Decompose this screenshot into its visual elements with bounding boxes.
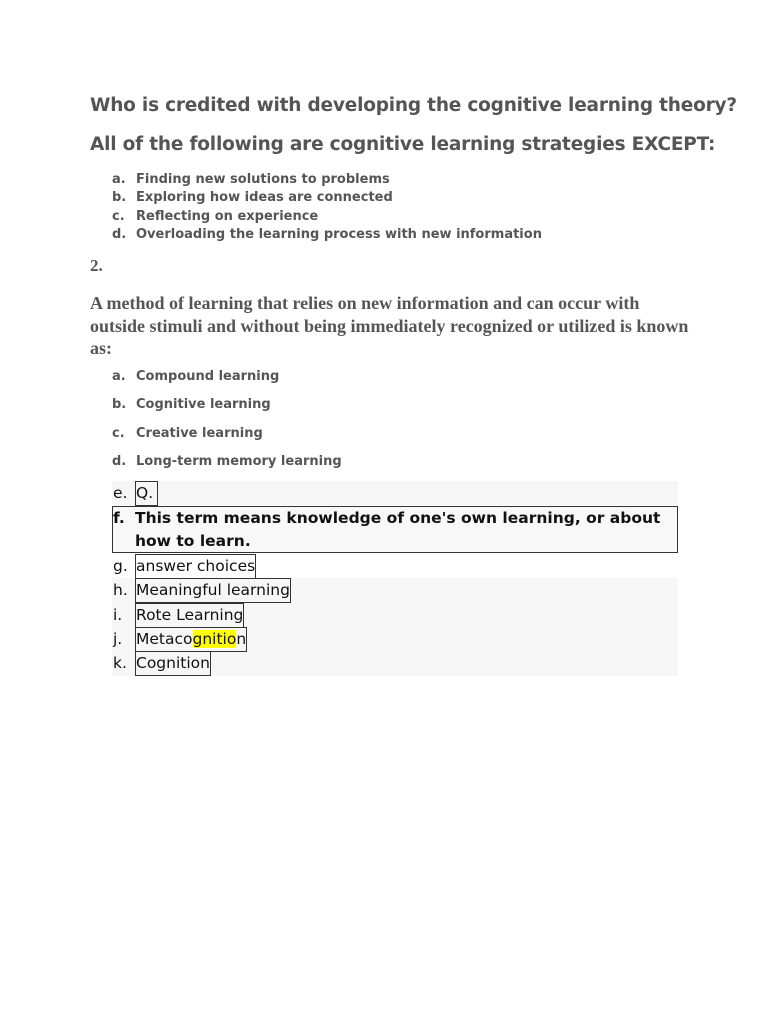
list-text: Overloading the learning process with new information — [136, 226, 542, 242]
question-3-text: A method of learning that relies on new information and can occur with outside stimuli and without being immediately recognized or utilized is known as: — [90, 293, 689, 358]
list-item — [112, 481, 678, 506]
list-item — [112, 651, 678, 676]
question-1-heading: Who is credited with developing the cognitive learning theory? — [90, 95, 737, 116]
list-item — [112, 603, 678, 628]
list-item — [112, 554, 678, 579]
list-letter: g. — [113, 557, 128, 575]
list-letter: j. — [113, 630, 123, 648]
highlighted-text: gnitio — [192, 630, 237, 648]
list-text: Exploring how ideas are connected — [136, 190, 393, 206]
list-text — [135, 627, 247, 652]
question-number: 2. — [90, 256, 103, 275]
list-text: This term means knowledge of one's own learning, or about how to learn. — [135, 509, 661, 550]
list-text: Compound learning — [136, 369, 280, 384]
list-text: Long-term memory learning — [136, 453, 342, 469]
list-letter: d. — [112, 226, 127, 242]
list-letter: h. — [113, 581, 128, 599]
list-text: Cognition — [135, 651, 211, 676]
list-text: Creative learning — [136, 425, 263, 441]
list-letter: d. — [112, 453, 127, 469]
list-text: Meaningful learning — [135, 578, 291, 603]
list-letter: c. — [112, 425, 125, 441]
list-text: Finding new solutions to problems — [136, 172, 390, 187]
list-letter: b. — [112, 397, 127, 413]
text-segment: n — [236, 630, 247, 648]
list-letter: a. — [112, 172, 126, 187]
list-text: Rote Learning — [135, 603, 244, 628]
question-2-heading: All of the following are cognitive learning strategies EXCEPT: — [90, 134, 716, 155]
list-letter: c. — [112, 208, 125, 224]
list-letter: a. — [112, 369, 126, 384]
list-letter: i. — [113, 606, 123, 624]
list-text: Q. — [135, 481, 158, 506]
list-letter: k. — [113, 654, 127, 672]
list-text: answer choices — [135, 554, 256, 579]
list-letter: f. — [113, 509, 125, 527]
list-item-definition — [112, 506, 678, 553]
list-item — [112, 578, 678, 603]
list-letter: b. — [112, 190, 127, 206]
list-text: Cognitive learning — [136, 397, 271, 413]
list-letter: e. — [113, 484, 128, 502]
text-segment: Metaco — [136, 630, 193, 648]
list-text: Reflecting on experience — [136, 208, 319, 224]
list-item — [112, 627, 678, 652]
